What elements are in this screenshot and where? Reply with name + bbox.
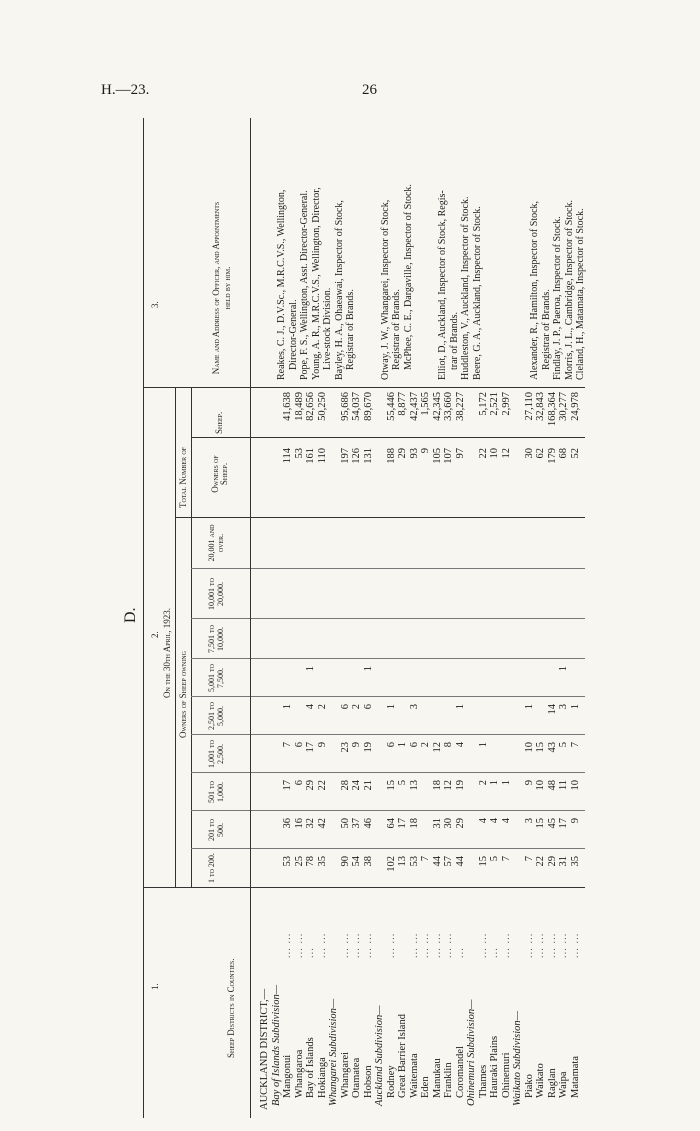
bracket-cell: 3: [408, 704, 420, 710]
bracket-cell: 6: [385, 742, 397, 748]
leader-dots: ...: [489, 947, 500, 958]
rule-header-bottom: [250, 118, 251, 1118]
owners-label: Owners of Sheep owning: [178, 651, 188, 738]
bracket-cell: 23: [339, 742, 351, 753]
bracket-cell: 6: [408, 742, 420, 748]
bracket-cell: 1: [489, 780, 500, 786]
bracket-cell: 10: [523, 742, 535, 753]
total-sheep-cell: 41,638: [282, 392, 293, 421]
bracket-cell: 14: [546, 704, 558, 715]
bracket-header: 7,501 to 10,000.: [207, 625, 226, 653]
officer-line: Beere, G. A., Auckland, Inspector of Stock.: [471, 206, 483, 380]
row-label: Waikato Subdivision—: [512, 1011, 523, 1106]
bracket-cell: 6: [339, 704, 351, 710]
total-sheep-cell: 82,656: [305, 392, 316, 421]
col1-title: Sheep Districts in Counties.: [226, 958, 236, 1058]
bracket-cell: 2: [316, 704, 328, 710]
total-owners-cell: 161: [305, 448, 316, 464]
total-sheep-cell: 2,521: [489, 392, 500, 416]
bracket-cell: 1: [454, 704, 466, 710]
total-owners-cell: 53: [293, 448, 305, 459]
total-owners-header: Owners of Sheep.: [210, 455, 229, 493]
row-label: Bay of Islands Subdivision—: [270, 984, 282, 1106]
bracket-cell: 2: [351, 704, 362, 710]
bracket-cell: 36: [282, 818, 293, 829]
total-sheep-cell: 32,843: [535, 392, 546, 421]
bracket-cell: 17: [305, 742, 316, 753]
bracket-cell: 53: [408, 856, 420, 867]
bracket-cell: 6: [293, 780, 305, 786]
leader-dots: ... ...: [385, 932, 397, 958]
bracket-cell: 42: [316, 818, 328, 829]
bracket-cell: 8: [443, 742, 454, 748]
bracket-cell: 24: [351, 780, 362, 791]
bracket-cell: 1: [282, 704, 293, 710]
leader-dots: ... ...: [477, 932, 489, 958]
bracket-header: 501 to 1,000.: [207, 781, 226, 803]
officer-line: Live-stock Division.: [322, 287, 333, 370]
officer-line: Young, A. R., M.R.C.V.S., Wellington, Director,: [310, 187, 322, 380]
bracket-cell: 12: [443, 780, 454, 791]
row-label: Hobson: [362, 1065, 374, 1098]
bracket-cell: 45: [546, 818, 558, 829]
bracket-cell: 19: [454, 780, 466, 791]
bracket-cell: 17: [397, 818, 408, 829]
row-label: Otamatea: [351, 1057, 362, 1098]
bracket-header: 1 to 200.: [207, 853, 216, 883]
leader-dots: ... ...: [431, 932, 443, 958]
bracket-cell: 13: [397, 856, 408, 867]
bracket-cell: 15: [477, 856, 489, 867]
total-sheep-cell: 2,997: [500, 392, 512, 416]
total-sheep-cell: 42,345: [431, 392, 443, 421]
bracket-cell: 4: [489, 818, 500, 824]
col2-title: On the 30th April, 1923.: [162, 608, 172, 698]
bracket-cell: 44: [431, 856, 443, 867]
row-label: Ohinemuri Subdivision—: [466, 999, 477, 1106]
row-label: Great Barrier Island: [397, 1014, 408, 1098]
leader-dots: ... ...: [535, 932, 546, 958]
bracket-cell: 6: [362, 704, 374, 710]
total-sheep-header: Sheep.: [214, 411, 224, 434]
leader-dots: ... ...: [569, 932, 581, 958]
table-letter: D.: [122, 607, 139, 623]
bracket-cell: 15: [535, 818, 546, 829]
bracket-cell: 9: [351, 742, 362, 748]
officer-line: Pope, F. S., Wellington, Asst. Director-General.: [299, 190, 310, 380]
bracket-header: 1,001 to 2,500.: [207, 740, 226, 768]
col3-title: Name and Address of Officer, and Appointments held by him.: [211, 201, 232, 375]
col2-number: 2.: [150, 631, 160, 638]
row-label: Matamata: [569, 1056, 581, 1098]
bracket-cell: 9: [316, 742, 328, 748]
bracket-cell: 21: [362, 780, 374, 791]
bracket-cell: 4: [500, 818, 512, 824]
row-label: Manukau: [431, 1058, 443, 1098]
row-label: Piako: [523, 1074, 535, 1098]
bracket-cell: 5: [558, 742, 569, 748]
bracket-cell: 50: [339, 818, 351, 829]
bracket-cell: 17: [558, 818, 569, 829]
bracket-cell: 31: [431, 818, 443, 829]
total-sheep-cell: 30,277: [558, 392, 569, 421]
total-sheep-cell: 5,172: [477, 392, 489, 416]
bracket-cell: 38: [362, 856, 374, 867]
rotated-table: [115, 118, 585, 1118]
bracket-cell: 2: [477, 780, 489, 786]
leader-dots: ... ...: [420, 932, 431, 958]
bracket-cell: 6: [293, 742, 305, 748]
bracket-cell: 7: [523, 856, 535, 862]
row-label: Mangonui: [282, 1054, 293, 1098]
bracket-cell: 4: [454, 742, 466, 748]
bracket-cell: 9: [569, 818, 581, 824]
officer-line: Reakes, C. J., D.V.Sc., M.R.C.V.S., Wellington,: [276, 189, 287, 380]
bracket-cell: 32: [305, 818, 316, 829]
bracket-header: 20,001 and over.: [207, 524, 226, 562]
bracket-cell: 54: [351, 856, 362, 867]
officer-line: Morris, J. L., Cambridge, Inspector of Stock.: [563, 200, 575, 380]
officer-line: Registrar of Brands.: [540, 289, 552, 370]
bracket-cell: 64: [385, 818, 397, 829]
row-label: Franklin: [443, 1062, 454, 1098]
bracket-cell: 7: [500, 856, 512, 862]
bracket-cell: 43: [546, 742, 558, 753]
col1-number: 1.: [150, 983, 160, 990]
leader-dots: ... ...: [316, 932, 328, 958]
bracket-cell: 13: [408, 780, 420, 791]
total-owners-cell: 110: [316, 448, 328, 464]
total-sheep-cell: 1,565: [420, 392, 431, 416]
bracket-cell: 9: [523, 780, 535, 786]
bracket-cell: 22: [316, 780, 328, 791]
rule-col2: [175, 388, 176, 888]
col3-number: 3.: [150, 301, 160, 308]
leader-dots: ... ...: [339, 932, 351, 958]
total-sheep-cell: 18,489: [293, 392, 305, 421]
bracket-cell: 10: [535, 780, 546, 791]
bracket-cell: 48: [546, 780, 558, 791]
leader-dots: ... ...: [523, 932, 535, 958]
row-label: Waitemata: [408, 1053, 420, 1098]
officer-line: Bayley, H. A., Ohaeawai, Inspector of Stock,: [333, 200, 345, 380]
total-owners-cell: 68: [558, 448, 569, 459]
total-sheep-cell: 95,686: [339, 392, 351, 421]
row-label: Waipa: [558, 1071, 569, 1098]
officer-line: Alexander, R., Hamilton, Inspector of Stock,: [529, 200, 540, 380]
leader-dots: ... ...: [293, 932, 305, 958]
total-sheep-cell: 24,978: [569, 392, 581, 421]
bracket-cell: 57: [443, 856, 454, 867]
leader-dots: ... ...: [351, 932, 362, 958]
total-sheep-cell: 8,877: [397, 392, 408, 416]
bracket-cell: 29: [454, 818, 466, 829]
bracket-header: 5,001 to 7,500.: [207, 664, 226, 692]
bracket-cell: 18: [408, 818, 420, 829]
leader-dots: ...: [454, 947, 466, 958]
officer-line: Registrar of Brands.: [345, 289, 356, 370]
officer-line: Otway, J. W., Whangarei, Inspector of Stock,: [379, 199, 391, 380]
bracket-cell: 1: [500, 780, 512, 786]
bracket-cell: 22: [535, 856, 546, 867]
total-sheep-cell: 38,227: [454, 392, 466, 421]
officer-line: Huddleston, V., Auckland, Inspector of Stock.: [460, 196, 471, 380]
total-owners-cell: 105: [431, 448, 443, 464]
bracket-cell: 1: [569, 704, 581, 710]
bracket-cell: 1: [558, 666, 569, 672]
bracket-cell: 37: [351, 818, 362, 829]
bracket-cell: 102: [385, 856, 397, 872]
officer-line: Registrar of Brands.: [391, 289, 402, 370]
bracket-cell: 7: [282, 742, 293, 748]
rule-owners: [191, 388, 192, 888]
bracket-cell: 53: [282, 856, 293, 867]
total-owners-cell: 93: [408, 448, 420, 459]
row-label: Whangarei Subdivision—: [328, 998, 339, 1106]
row-label: Whangaroa: [293, 1049, 305, 1098]
total-owners-cell: 107: [443, 448, 454, 464]
bracket-cell: 3: [558, 704, 569, 710]
page-number: 26: [362, 82, 377, 98]
bracket-cell: 1: [397, 742, 408, 748]
total-sheep-cell: 55,446: [385, 392, 397, 421]
row-label: AUCKLAND DISTRICT,—: [259, 988, 270, 1110]
row-label: Thames: [477, 1064, 489, 1098]
total-owners-cell: 114: [282, 448, 293, 464]
leader-dots: ... ...: [408, 932, 420, 958]
bracket-cell: 1: [305, 666, 316, 672]
row-label: Raglan: [546, 1068, 558, 1098]
leader-dots: ... ...: [546, 932, 558, 958]
bracket-cell: 7: [420, 856, 431, 862]
bracket-cell: 46: [362, 818, 374, 829]
bracket-cell: 1: [477, 742, 489, 748]
total-owners-cell: 22: [477, 448, 489, 459]
bracket-cell: 1: [362, 666, 374, 672]
total-sheep-cell: 54,037: [351, 392, 362, 421]
bracket-header: 2,501 to 5,000.: [207, 702, 226, 730]
total-owners-cell: 29: [397, 448, 408, 459]
bracket-cell: 1: [385, 704, 397, 710]
bracket-cell: 90: [339, 856, 351, 867]
leader-dots: ... ...: [362, 932, 374, 958]
total-sheep-cell: 42,437: [408, 392, 420, 421]
bracket-cell: 28: [339, 780, 351, 791]
bracket-cell: 4: [305, 704, 316, 710]
row-label: Rodney: [385, 1065, 397, 1098]
bracket-cell: 2: [420, 742, 431, 748]
bracket-cell: 7: [569, 742, 581, 748]
bracket-cell: 15: [535, 742, 546, 753]
officer-line: McPhee, C. E., Dargaville, Inspector of Stock.: [402, 184, 414, 370]
officer-line: Elliot, D., Auckland, Inspector of Stock, Regis-: [437, 190, 448, 380]
total-sheep-cell: 168,364: [546, 392, 558, 427]
total-owners-cell: 126: [351, 448, 362, 464]
row-label: Coromandel: [454, 1046, 466, 1098]
bracket-cell: 29: [305, 780, 316, 791]
bracket-cell: 3: [523, 818, 535, 824]
total-owners-cell: 197: [339, 448, 351, 464]
leader-dots: ... ...: [558, 932, 569, 958]
total-owners-cell: 97: [454, 448, 466, 459]
leader-dots: ...: [305, 947, 316, 958]
leader-dots: ... ...: [500, 932, 512, 958]
bracket-header: 201 to 500.: [207, 819, 226, 841]
officer-line: Findlay, J. P., Paeroa, Inspector of Stock.: [552, 216, 563, 380]
total-owners-cell: 52: [569, 448, 581, 459]
total-sheep-cell: 27,110: [523, 392, 535, 421]
row-label: Waikato: [535, 1063, 546, 1098]
total-owners-cell: 10: [489, 448, 500, 459]
total-owners-cell: 179: [546, 448, 558, 464]
officer-line: Cleland, H., Matamata, Inspector of Stock.: [575, 208, 586, 380]
total-sheep-cell: 89,670: [362, 392, 374, 421]
bracket-cell: 18: [431, 780, 443, 791]
bracket-cell: 11: [558, 780, 569, 791]
bracket-cell: 4: [477, 818, 489, 824]
row-label: Hokianga: [316, 1057, 328, 1098]
bracket-cell: 29: [546, 856, 558, 867]
row-label: Ohinemuri: [500, 1052, 512, 1098]
leader-dots: ... ...: [282, 932, 293, 958]
rule-top: [143, 118, 144, 1118]
total-label: Total Number of: [178, 446, 188, 508]
page-reference: H.—23.: [101, 82, 150, 98]
bracket-cell: 15: [385, 780, 397, 791]
bracket-cell: 35: [569, 856, 581, 867]
bracket-header: 10,001 to 20,000.: [207, 578, 226, 610]
row-label: Bay of Islands: [305, 1037, 316, 1098]
row-label: Whangarei: [339, 1051, 351, 1098]
officer-line: trar of Brands.: [448, 311, 460, 370]
total-owners-cell: 188: [385, 448, 397, 464]
row-label: Hauraki Plains: [489, 1035, 500, 1098]
officer-line: Director-General.: [287, 299, 299, 370]
bracket-cell: 5: [397, 780, 408, 786]
total-owners-cell: 12: [500, 448, 512, 459]
row-label: Eden: [420, 1076, 431, 1098]
bracket-cell: 25: [293, 856, 305, 867]
bracket-cell: 19: [362, 742, 374, 753]
bracket-cell: 5: [489, 856, 500, 862]
bracket-cell: 12: [431, 742, 443, 753]
total-owners-cell: 62: [535, 448, 546, 459]
total-owners-cell: 131: [362, 448, 374, 464]
bracket-cell: 35: [316, 856, 328, 867]
row-label: Auckland Subdivision—: [374, 1005, 385, 1106]
total-owners-cell: 30: [523, 448, 535, 459]
total-sheep-cell: 50,250: [316, 392, 328, 421]
total-owners-cell: 9: [420, 448, 431, 454]
bracket-cell: 31: [558, 856, 569, 867]
bracket-cell: 78: [305, 856, 316, 867]
bracket-cell: 44: [454, 856, 466, 867]
total-sheep-cell: 33,660: [443, 392, 454, 421]
bracket-cell: 1: [523, 704, 535, 710]
bracket-cell: 30: [443, 818, 454, 829]
bracket-cell: 16: [293, 818, 305, 829]
leader-dots: ... ...: [443, 932, 454, 958]
bracket-cell: 17: [282, 780, 293, 791]
bracket-cell: 10: [569, 780, 581, 791]
